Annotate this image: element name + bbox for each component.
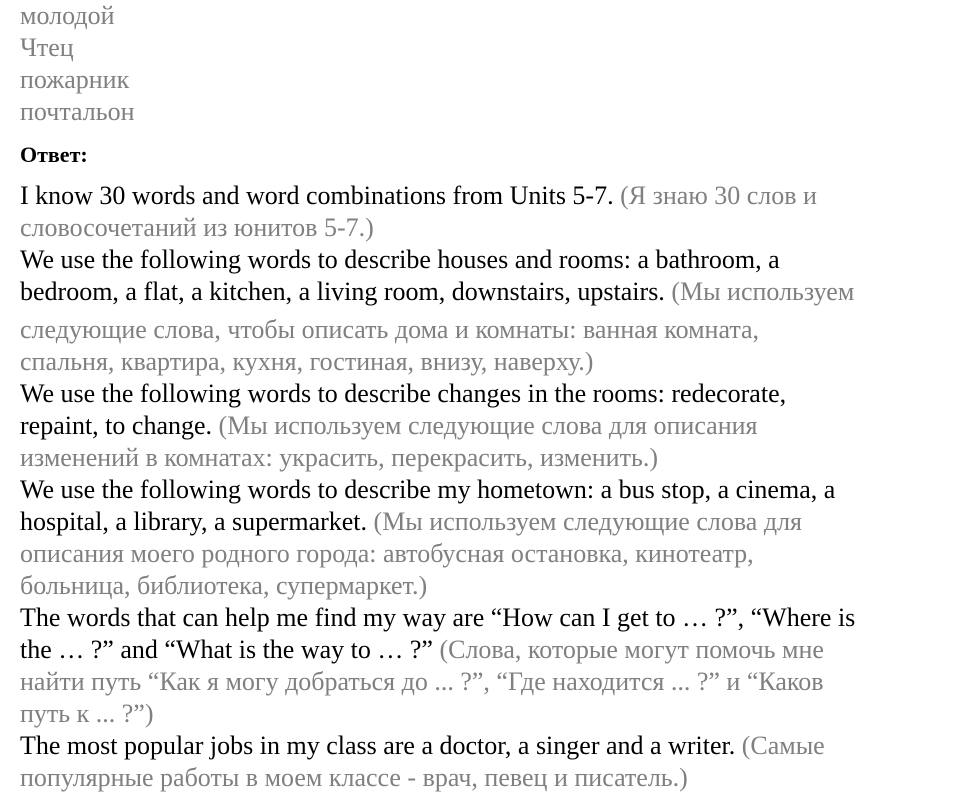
answer-line [20,762,940,794]
answer-translation: популярные работы в моем классе - врач, певец и писатель.) [20,763,688,792]
answer-english: The most popular jobs in my class are a doctor, a singer and a writer. [20,731,742,760]
answer-translation: путь к ... ?”) [20,699,154,728]
vocab-line: пожарник [20,65,130,94]
vocab-list [20,0,940,128]
answer-text [20,180,940,794]
answer-line [20,602,940,634]
answer-translation: (Мы используем следующие слова для описания [218,411,758,440]
answer-line [20,474,940,506]
answer-english: We use the following words to describe changes in the rooms: redecorate, [20,379,787,408]
vocab-line: почтальон [20,97,135,126]
answer-translation: (Мы используем следующие слова для [373,507,802,536]
answer-translation: (Мы используем [671,277,855,306]
answer-translation: (Я знаю 30 слов и [620,181,817,210]
answer-line [20,314,940,346]
answer-translation: больница, библиотека, супермаркет.) [20,571,428,600]
answer-translation: следующие слова, чтобы описать дома и комнаты: ванная комната, [20,315,760,344]
answer-line [20,698,940,730]
answer-line [20,378,940,410]
answer-translation: (Самые [741,731,825,760]
answer-line [20,570,940,602]
answer-translation: описания моего родного города: автобусная остановка, кинотеатр, [20,539,754,568]
answer-english: The words that can help me find my way are “How can I get to … ?”, “Where is [20,603,856,632]
answer-line [20,506,940,538]
answer-translation: словосочетаний из юнитов 5-7.) [20,213,374,242]
answer-english: We use the following words to describe my hometown: a bus stop, a cinema, a [20,475,836,504]
document-page [20,0,940,794]
vocab-line: молодой [20,1,115,30]
answer-line [20,538,940,570]
answer-line [20,276,940,308]
answer-line [20,410,940,442]
answer-english: We use the following words to describe houses and rooms: a bathroom, a [20,245,780,274]
answer-english: bedroom, a flat, a kitchen, a living room, downstairs, upstairs. [20,277,672,306]
answer-line [20,666,940,698]
answer-line [20,244,940,276]
answer-translation: спальня, квартира, кухня, гостиная, внизу, наверху.) [20,347,594,376]
answer-heading: Ответ: [20,142,88,167]
vocab-line: Чтец [20,33,74,62]
answer-translation: (Слова, которые могут помочь мне [439,635,824,664]
answer-line [20,346,940,378]
answer-translation: найти путь “Как я могу добраться до ... ?”, “Где находится ... ?” и “Каков [20,667,824,696]
answer-line [20,442,940,474]
answer-english: the … ?” and “What is the way to … ?” [20,635,440,664]
answer-line [20,212,940,244]
answer-english: I know 30 words and word combinations from Units 5-7. [20,181,621,210]
answer-english: repaint, to change. [20,411,219,440]
answer-english: hospital, a library, a supermarket. [20,507,374,536]
answer-line [20,730,940,762]
answer-line [20,180,940,212]
answer-line [20,634,940,666]
answer-translation: изменений в комнатах: украсить, перекрасить, изменить.) [20,443,658,472]
